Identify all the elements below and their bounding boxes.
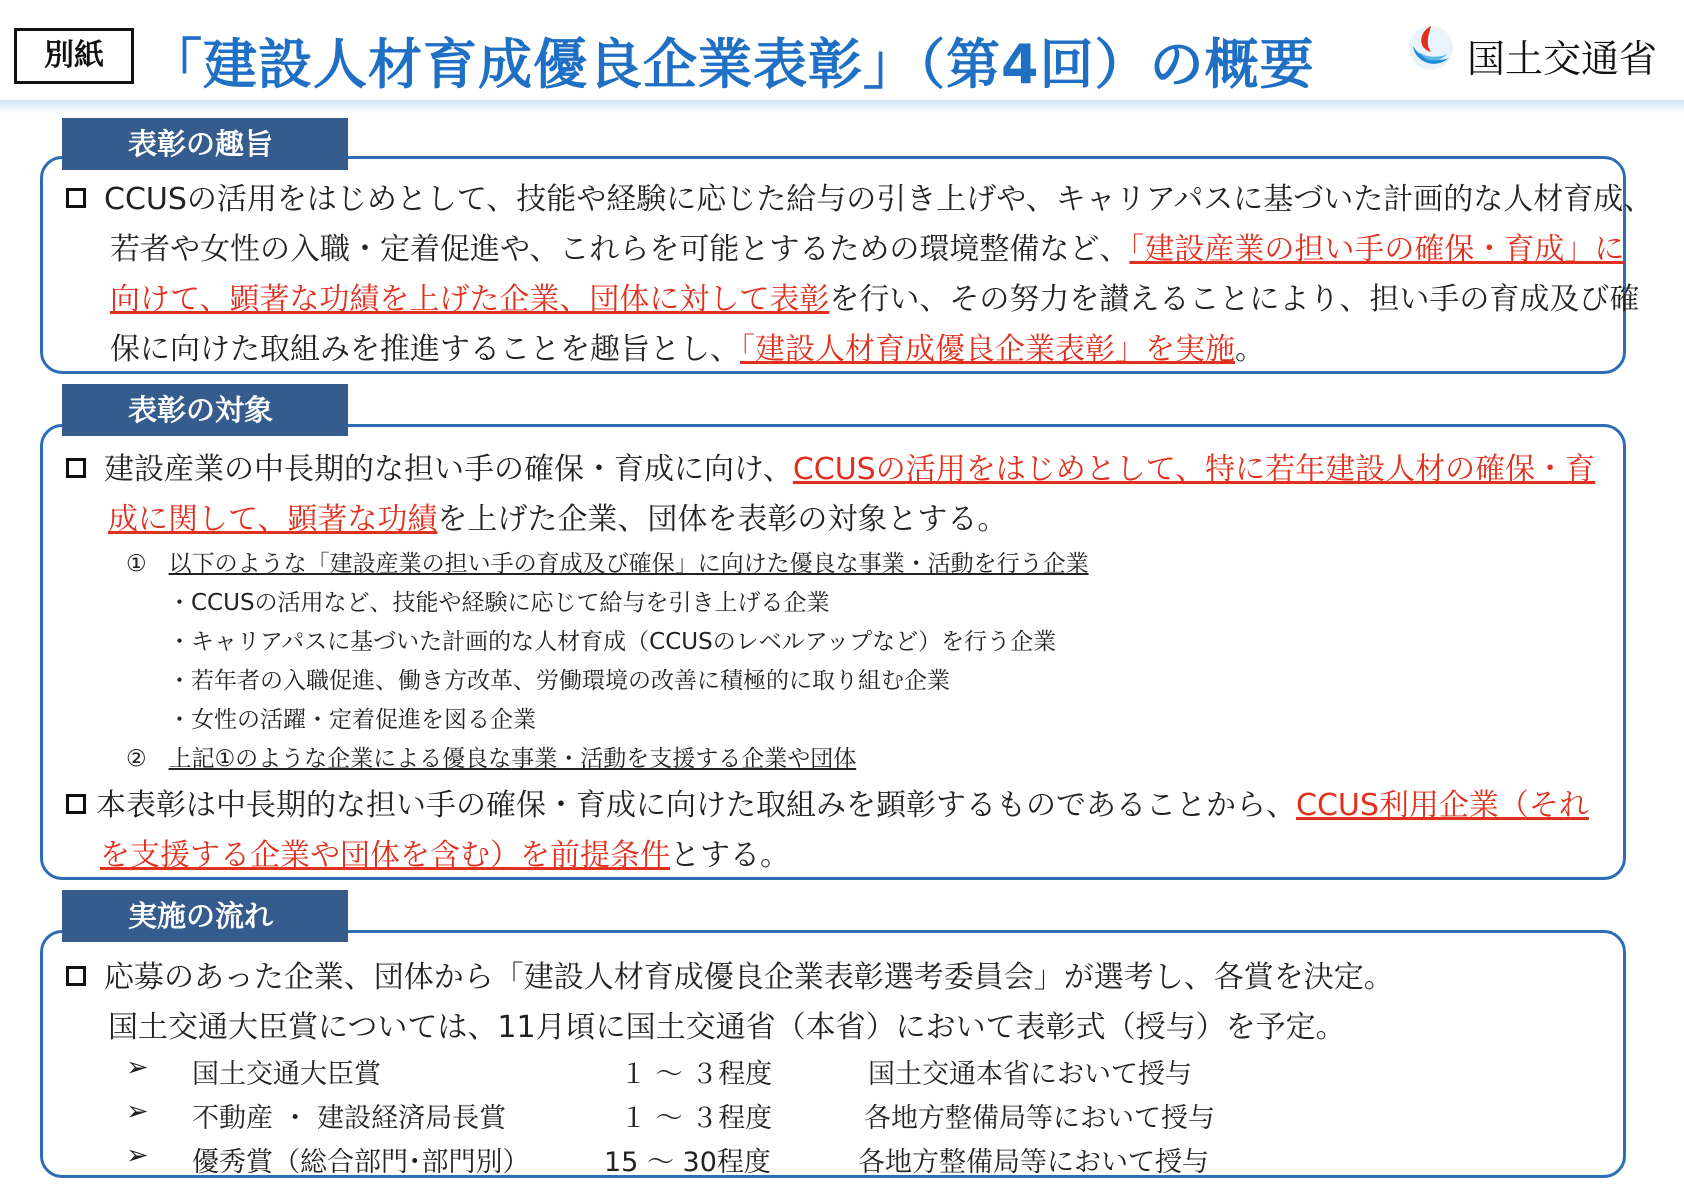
arrow-bullet-icon: ➢ (126, 1140, 149, 1171)
logo-text: 国土交通省 (1467, 37, 1658, 81)
target-subitem-3: ・若年者の入職促進、働き方改革、労働環境の改善に積極的に取り組む企業 (168, 668, 950, 694)
purpose-line-2: 若者や女性の入職・定着促進や、これらを可能とするための環境整備など、「建設産業の担い手の確保・育成」に (110, 232, 1625, 267)
award-row (126, 1096, 149, 1127)
target-subitem-4: ・女性の活躍・定着促進を図る企業 (168, 707, 536, 733)
award-count: １ 〜 ３程度 (620, 1059, 773, 1090)
target-subitem-2: ・キャリアパスに基づいた計画的な人材育成（CCUSのレベルアップなど）を行う企業 (168, 629, 1057, 655)
checkbox-bullet-icon (66, 966, 86, 986)
mlit-logo-icon (1405, 22, 1457, 74)
arrow-bullet-icon: ➢ (126, 1096, 149, 1127)
checkbox-bullet-icon (66, 458, 86, 478)
target-line-3: 本表彰は中長期的な担い手の確保・育成に向けた取組みを顕彰するものであることから、CCUS利用企業（それ (66, 780, 1589, 824)
mlit-logo (1405, 22, 1665, 82)
purpose-line-3: 向けて、顕著な功績を上げた企業、団体に対して表彰を行い、その努力を讃えることにより、担い手の育成及び確 (110, 282, 1640, 317)
award-place: 国土交通本省において授与 (868, 1059, 1192, 1090)
checkbox-bullet-icon (66, 188, 86, 208)
target-line-2: 成に関して、顕著な功績を上げた企業、団体を表彰の対象とする。 (108, 502, 1008, 537)
award-row (126, 1052, 149, 1083)
arrow-bullet-icon: ➢ (126, 1052, 149, 1083)
header-divider (0, 100, 1684, 114)
award-name: 優秀賞（総合部門･部門別） (192, 1147, 530, 1178)
award-row (126, 1140, 149, 1171)
target-item-2: ② 上記①のような企業による優良な事業・活動を支援する企業や団体 (126, 746, 857, 772)
target-line-4: を支援する企業や団体を含む）を前提条件とする。 (100, 838, 790, 873)
target-subitem-1: ・CCUSの活用など、技能や経験に応じて給与を引き上げる企業 (168, 590, 830, 616)
award-place: 各地方整備局等において授与 (864, 1103, 1215, 1134)
checkbox-bullet-icon (66, 794, 86, 814)
target-line-1: 建設産業の中長期的な担い手の確保・育成に向け、CCUSの活用をはじめとして、特に若年建設人材の確保・育 (66, 444, 1595, 488)
target-item-1: ① 以下のような「建設産業の担い手の育成及び確保」に向けた優良な事業・活動を行う企業 (126, 551, 1089, 577)
section-flow-label: 実施の流れ (62, 890, 348, 942)
award-name: 国土交通大臣賞 (192, 1059, 381, 1090)
section-target-label: 表彰の対象 (62, 384, 348, 436)
flow-line-2: 国土交通大臣賞については、11月頃に国土交通省（本省）において表彰式（授与）を予定。 (108, 1010, 1346, 1045)
section-purpose-label: 表彰の趣旨 (62, 118, 348, 170)
page-title: 「建設人材育成優良企業表彰」（第4回）の概要 (148, 33, 1315, 96)
flow-line-1: 応募のあった企業、団体から「建設人材育成優良企業表彰選考委員会」が選考し、各賞を決定。 (66, 952, 1394, 996)
award-place: 各地方整備局等において授与 (858, 1147, 1209, 1178)
award-count: 15 〜 30程度 (604, 1147, 771, 1178)
appendix-tag: 別紙 (14, 28, 134, 84)
purpose-line-1: CCUSの活用をはじめとして、技能や経験に応じた給与の引き上げや、キャリアパスに基づいた計画的な人材育成、 (66, 174, 1653, 218)
award-name: 不動産 ・ 建設経済局長賞 (192, 1103, 507, 1134)
purpose-line-4: 保に向けた取組みを推進することを趣旨とし、「建設人材育成優良企業表彰」を実施。 (110, 332, 1265, 367)
award-count: １ 〜 ３程度 (620, 1103, 773, 1134)
